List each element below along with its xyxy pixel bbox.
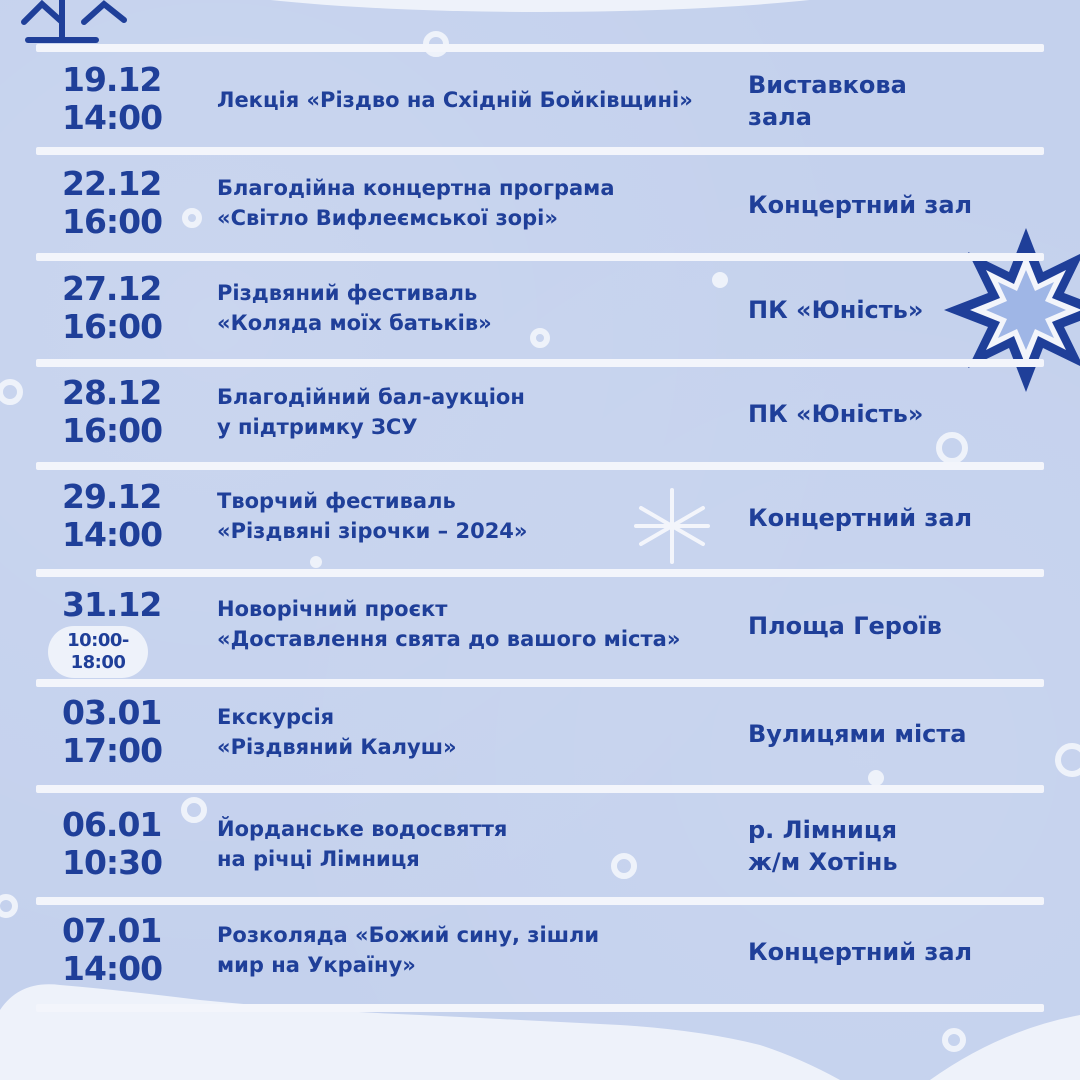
- event-venue-line: Площа Героїв: [748, 612, 942, 640]
- event-venue-line: Концертний зал: [748, 191, 973, 219]
- event-time-range: [48, 626, 148, 678]
- event-time: 14:00: [62, 98, 163, 137]
- event-date: 27.12: [62, 269, 162, 308]
- event-title: [217, 594, 737, 654]
- event-title: [217, 85, 737, 115]
- divider: [36, 785, 1044, 793]
- event-date: 06.01: [62, 805, 162, 844]
- event-title: [217, 278, 737, 338]
- event-title-line: мир на Україну»: [217, 953, 416, 977]
- divider: [36, 44, 1044, 52]
- event-venue: [748, 936, 1018, 968]
- divider: [36, 359, 1044, 367]
- event-venue: [748, 398, 1018, 430]
- event-venue: [748, 189, 1018, 221]
- event-title: [217, 173, 737, 233]
- event-row: [0, 368, 1080, 464]
- event-title-line: Новорічний проєкт: [217, 597, 448, 621]
- event-venue-line: р. Лімниця: [748, 816, 898, 844]
- event-date: 19.12: [62, 60, 162, 99]
- divider: [36, 897, 1044, 905]
- event-title-line: «Різдвяний Калуш»: [217, 735, 457, 759]
- event-venue: [748, 502, 1018, 534]
- event-row: [0, 159, 1080, 255]
- event-venue-line: ж/м Хотінь: [748, 848, 898, 876]
- event-time: 10:30: [62, 843, 163, 882]
- candelabra-icon: [24, 0, 124, 40]
- event-date: 07.01: [62, 911, 162, 950]
- event-title-line: Йорданське водосвяття: [217, 817, 508, 841]
- event-date: 22.12: [62, 164, 162, 203]
- event-row: [0, 472, 1080, 568]
- event-venue: [748, 294, 1018, 326]
- event-row: [0, 264, 1080, 360]
- event-venue: [748, 69, 1018, 133]
- event-time: 14:00: [62, 949, 163, 988]
- event-venue-line: зала: [748, 103, 812, 131]
- event-time-end: 18:00: [70, 652, 126, 673]
- event-title: [217, 382, 737, 442]
- event-row: [0, 688, 1080, 784]
- event-venue: [748, 610, 1018, 642]
- event-venue: [748, 814, 1018, 878]
- event-title-line: «Доставлення свята до вашого міста»: [217, 627, 681, 651]
- event-date: 28.12: [62, 373, 162, 412]
- event-title-line: «Різдвяні зірочки – 2024»: [217, 519, 528, 543]
- event-venue-line: Концертний зал: [748, 938, 973, 966]
- divider: [36, 569, 1044, 577]
- event-time: 17:00: [62, 731, 163, 770]
- event-row: [0, 580, 1080, 676]
- event-title: [217, 814, 737, 874]
- event-venue: [748, 718, 1018, 750]
- event-row: [0, 55, 1080, 151]
- event-venue-line: Вулицями міста: [748, 720, 967, 748]
- event-title-line: «Коляда моїх батьків»: [217, 311, 492, 335]
- event-title: [217, 702, 737, 762]
- event-title: [217, 486, 737, 546]
- event-title-line: на річці Лімниця: [217, 847, 420, 871]
- event-time: 16:00: [62, 202, 163, 241]
- event-time-start: 10:00-: [67, 630, 129, 651]
- event-time: 16:00: [62, 307, 163, 346]
- event-date: 03.01: [62, 693, 162, 732]
- event-time: 14:00: [62, 515, 163, 554]
- event-venue-line: ПК «Юність»: [748, 400, 924, 428]
- divider: [36, 679, 1044, 687]
- event-row: [0, 800, 1080, 896]
- event-title-line: Екскурсія: [217, 705, 335, 729]
- event-title-line: Лекція «Різдво на Східній Бойківщині»: [217, 88, 693, 112]
- event-row: [0, 906, 1080, 1002]
- event-title-line: Різдвяний фестиваль: [217, 281, 478, 305]
- event-title-line: Розколяда «Божий сину, зішли: [217, 923, 600, 947]
- event-time: 16:00: [62, 411, 163, 450]
- divider: [36, 1004, 1044, 1012]
- event-date: 31.12: [62, 585, 162, 624]
- event-title-line: Благодійний бал-аукціон: [217, 385, 525, 409]
- event-title-line: Творчий фестиваль: [217, 489, 456, 513]
- event-title: [217, 920, 737, 980]
- event-venue-line: Виставкова: [748, 71, 907, 99]
- event-date: 29.12: [62, 477, 162, 516]
- event-venue-line: ПК «Юність»: [748, 296, 924, 324]
- event-title-line: у підтримку ЗСУ: [217, 415, 418, 439]
- event-venue-line: Концертний зал: [748, 504, 973, 532]
- event-title-line: «Світло Вифлеємської зорі»: [217, 206, 558, 230]
- event-title-line: Благодійна концертна програма: [217, 176, 615, 200]
